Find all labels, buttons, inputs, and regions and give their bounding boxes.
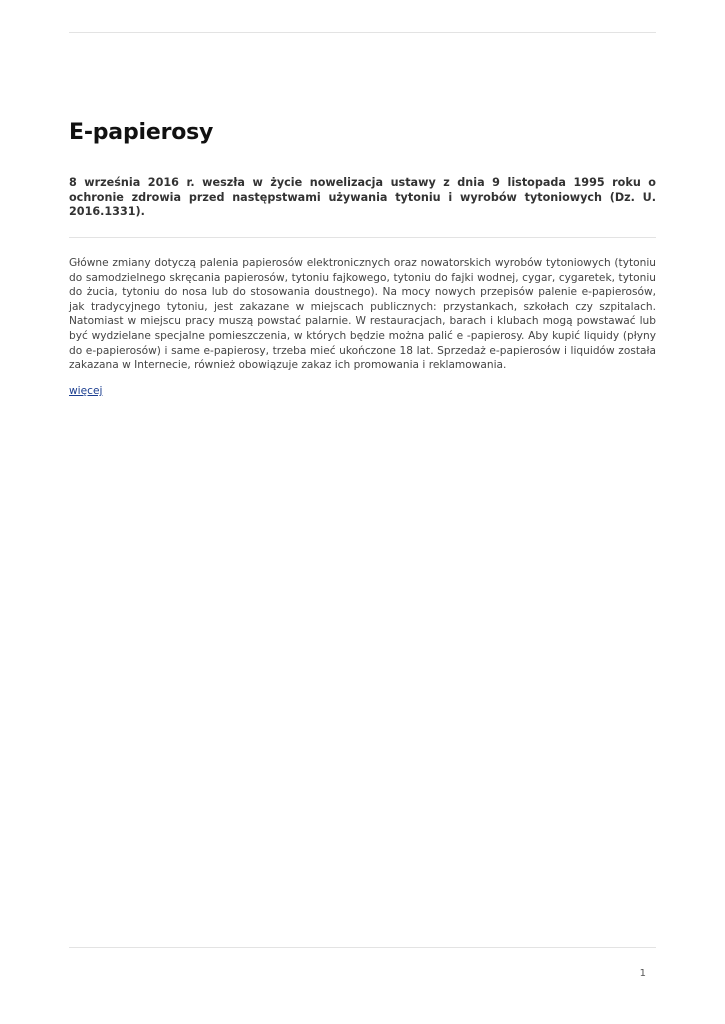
page-number: 1 [639,968,646,979]
page-title: E-papierosy [69,120,214,145]
lead-paragraph: 8 września 2016 r. weszła w życie nowelizacja ustawy z dnia 9 listopada 1995 roku o ochronie zdrowia przed następstwami używania tytoniu i wyrobów tytoniowych (Dz. U. 2016.1331). [69,176,656,218]
section-divider [69,237,656,238]
body-paragraph: Główne zmiany dotyczą palenia papierosów elektronicznych oraz nowatorskich wyrobów tytoniowych (tytoniu do samodzielnego skręcania papierosów, tytoniu fajkowego, tytoniu do fajki wodnej, cygar, cygaretek, tytoniu do żucia, tytoniu do nosa lub do stosowania doustnego). Na mocy nowych przepisów palenie e-papierosów, jak tradycyjnego tytoniu, jest zakazane w miejscach publicznych: przystankach, szkołach czy szpitalach. Natomiast w miejscu pracy muszą powstać palarnie. W restauracjach, barach i klubach mogą powstawać lub być wydzielane specjalne pomieszczenia, w których będzie można palić e -papierosy. Aby kupić liquidy (płyny do e-papierosów) i same e-papierosy, trzeba mieć ukończone 18 lat. Sprzedaż e-papierosów i liquidów została zakazana w Internecie, również obowiązuje zakaz ich promowania i reklamowania. [69,257,656,372]
top-divider [69,32,656,33]
footer-divider [69,947,656,948]
more-link[interactable]: więcej [69,385,103,397]
